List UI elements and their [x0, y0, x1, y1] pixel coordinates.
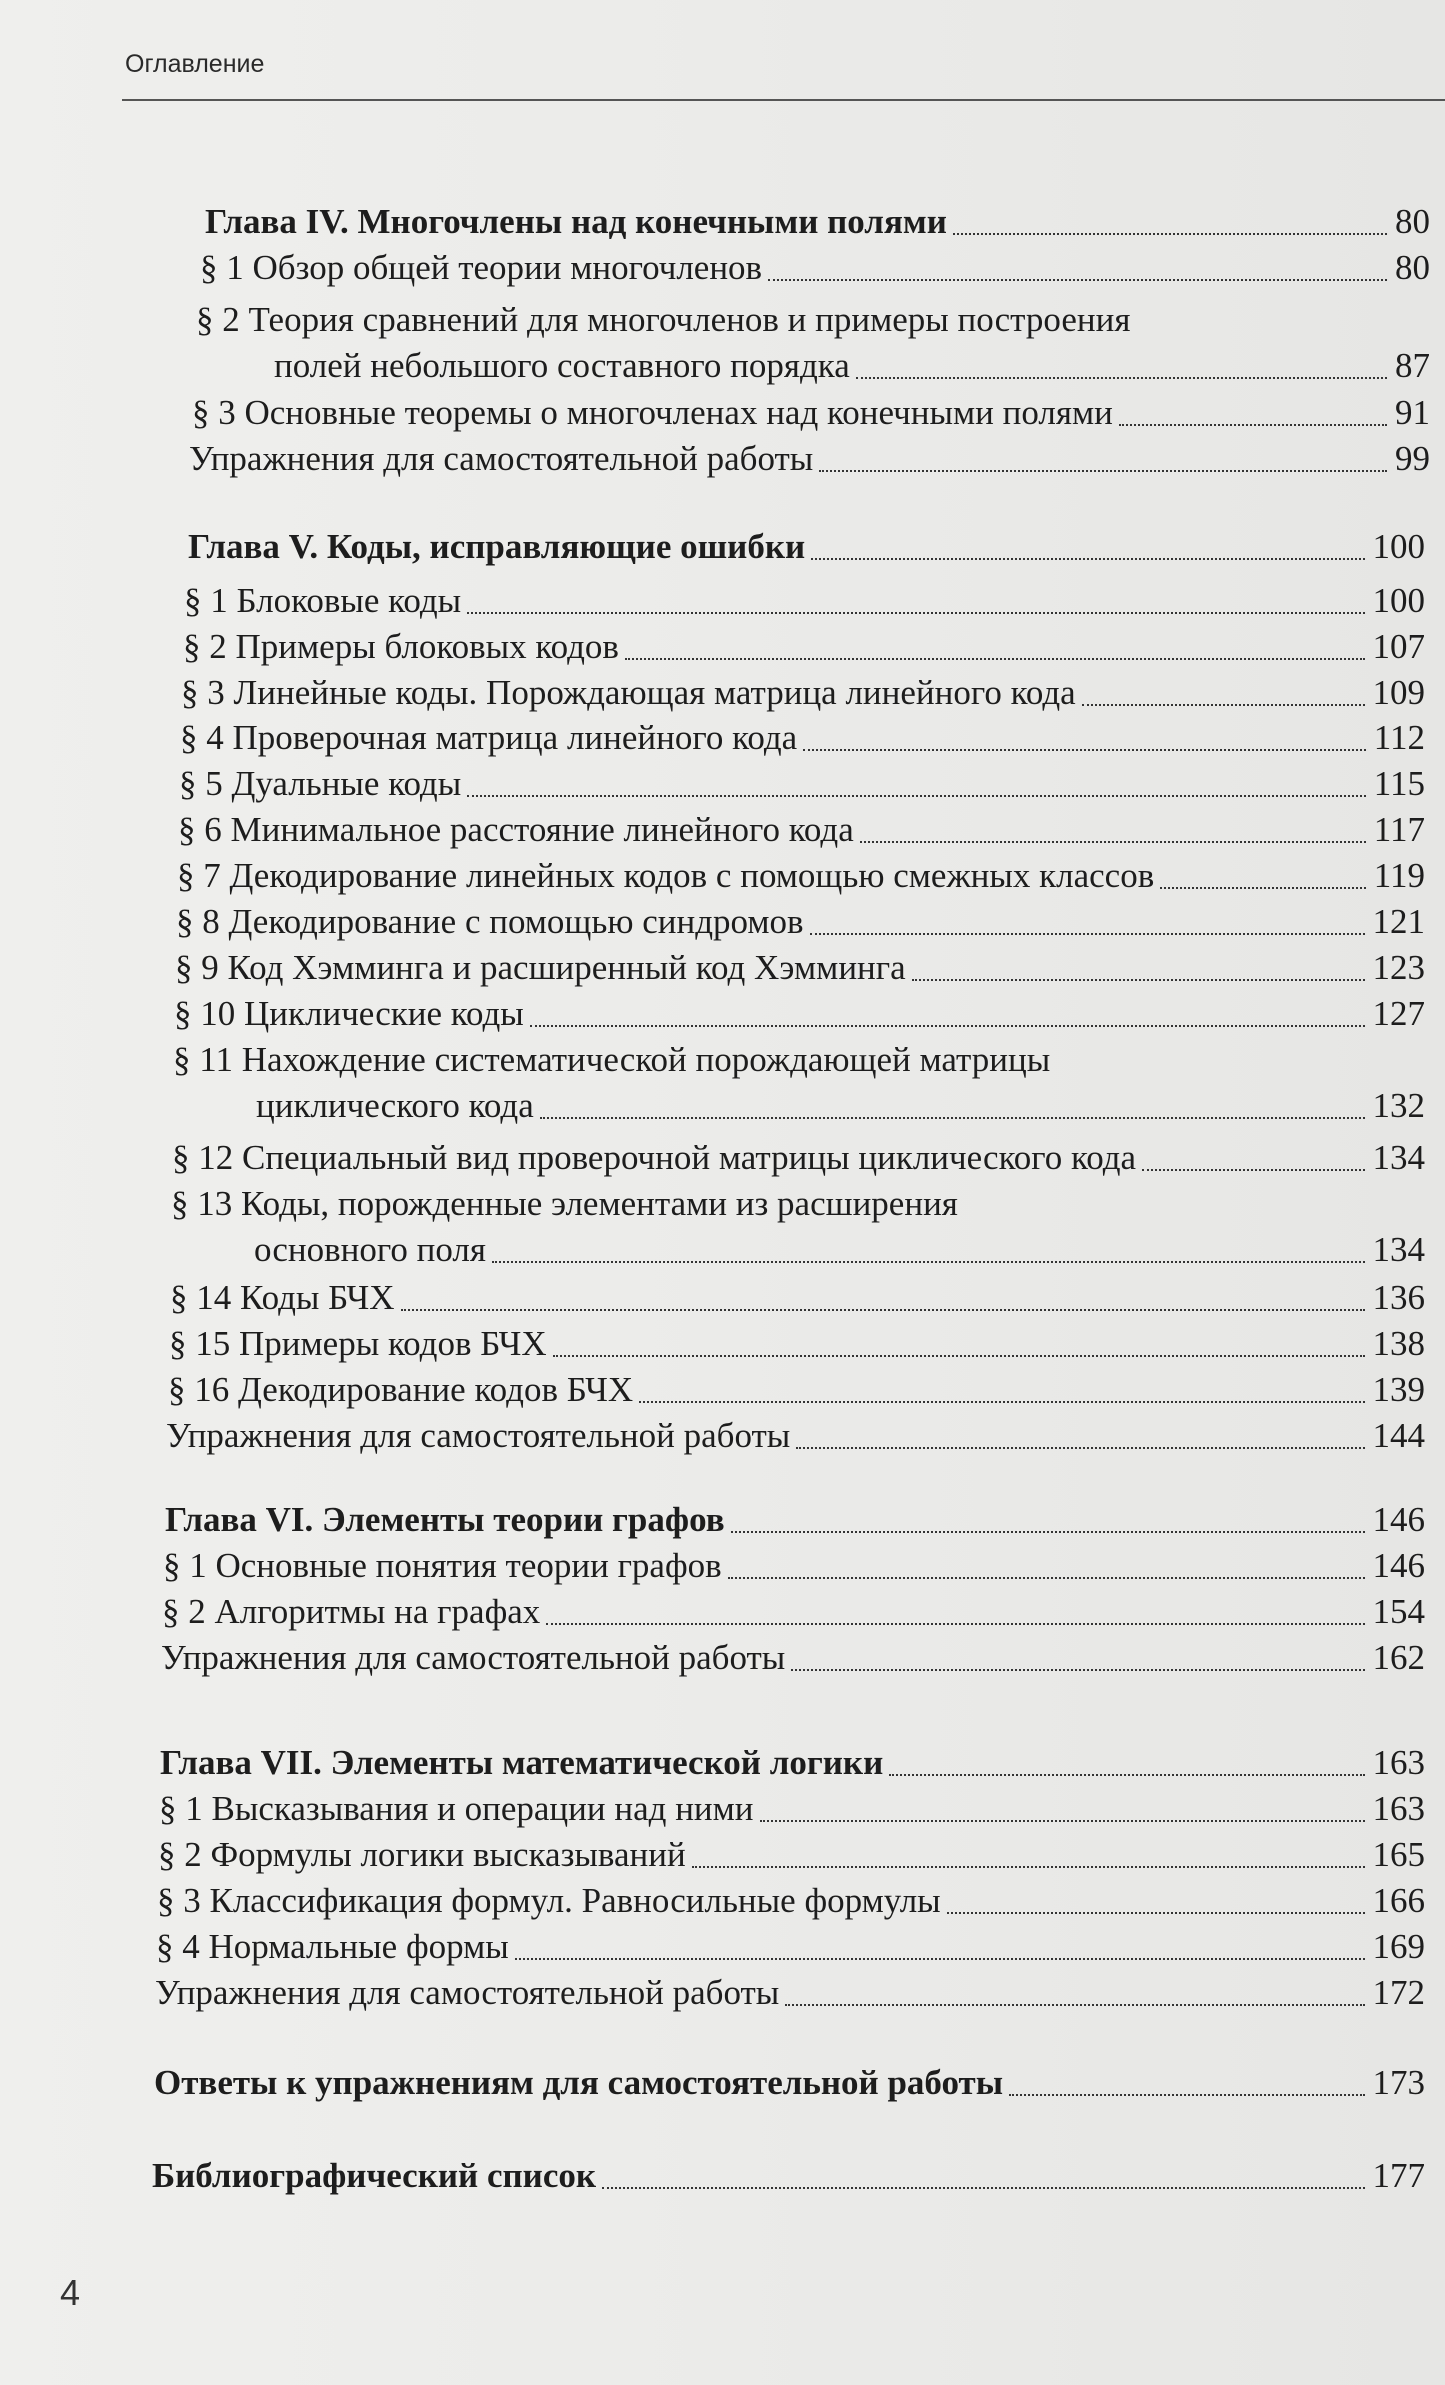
answers-heading [154, 2060, 1425, 2106]
toc-item-title: § 15 Примеры кодов БЧХ [169, 1324, 547, 1363]
toc-item-title: § 1 Основные понятия теории графов [163, 1546, 722, 1585]
leader-dots [785, 2004, 1364, 2006]
leader-dots [796, 1447, 1364, 1449]
toc-item-title: § 4 Проверочная матрица линейного кода [180, 718, 798, 757]
toc-item [172, 1135, 1425, 1181]
page-ref: 163 [1372, 1743, 1425, 1782]
toc-item [192, 390, 1430, 436]
page-ref: 134 [1372, 1230, 1425, 1269]
toc-item [181, 670, 1425, 716]
page-ref: 99 [1395, 439, 1430, 478]
bibliography-heading [152, 2153, 1425, 2199]
leader-dots [602, 2187, 1364, 2189]
leader-dots [1082, 704, 1365, 706]
toc-item [169, 1321, 1425, 1367]
toc-item-title: § 7 Декодирование линейных кодов с помощью смежных классов [177, 856, 1155, 895]
leader-dots [912, 979, 1365, 981]
toc-item-title: Упражнения для самостоятельной работы [155, 1973, 780, 2012]
page-ref: 146 [1372, 1546, 1425, 1585]
toc-item-title: § 1 Высказывания и операции над ними [159, 1789, 754, 1828]
page-ref: 144 [1372, 1416, 1425, 1455]
toc-item-title-line1: § 13 Коды, порожденные элементами из расширения [171, 1184, 958, 1223]
page-ref: 109 [1372, 673, 1425, 712]
leader-dots [540, 1117, 1365, 1119]
toc-item-title: § 3 Линейные коды. Порождающая матрица линейного кода [181, 673, 1076, 712]
page-ref: 80 [1395, 202, 1430, 241]
chapter-heading [205, 199, 1430, 245]
toc-item-title: § 4 Нормальные формы [156, 1927, 509, 1966]
chapter-heading [188, 524, 1425, 570]
chapter-title: Глава V. Коды, исправляющие ошибки [188, 527, 806, 566]
toc-item [170, 1275, 1425, 1321]
toc-item [180, 715, 1425, 761]
page-ref: 123 [1372, 948, 1425, 987]
page-ref: 117 [1373, 810, 1425, 849]
page-ref: 132 [1372, 1086, 1425, 1125]
toc-item-title: § 1 Блоковые коды [184, 581, 462, 620]
toc-item-title-line1: § 2 Теория сравнений для многочленов и примеры построения [196, 300, 1131, 339]
leader-dots [639, 1401, 1364, 1403]
page-ref: 165 [1372, 1835, 1425, 1874]
toc-item-title: § 10 Циклические коды [174, 994, 524, 1033]
toc-item-title: § 3 Основные теоремы о многочленах над конечными полями [192, 393, 1113, 432]
leader-dots [1009, 2094, 1364, 2096]
page-ref: 177 [1372, 2156, 1425, 2195]
page-ref: 173 [1372, 2063, 1425, 2102]
leader-dots [1119, 424, 1387, 426]
page-ref: 169 [1372, 1927, 1425, 1966]
toc-item-title: § 12 Специальный вид проверочной матрицы циклического кода [172, 1138, 1137, 1177]
toc-item [184, 578, 1425, 624]
page-ref: 163 [1372, 1789, 1425, 1828]
page-ref: 139 [1372, 1370, 1425, 1409]
bibliography-title: Библиографический список [152, 2156, 597, 2195]
leader-dots [625, 658, 1365, 660]
page-ref: 91 [1395, 393, 1430, 432]
toc-item [156, 1924, 1425, 1970]
toc-item [177, 853, 1425, 899]
leader-dots [467, 612, 1364, 614]
leader-dots [553, 1355, 1365, 1357]
page-ref: 100 [1372, 581, 1425, 620]
toc-item [166, 1413, 1425, 1459]
chapter-title: Глава VI. Элементы теории графов [165, 1500, 725, 1539]
page-ref: 154 [1372, 1592, 1425, 1631]
toc-item-title: Упражнения для самостоятельной работы [161, 1638, 786, 1677]
toc-item-title: § 2 Алгоритмы на графах [162, 1592, 541, 1631]
toc-item-title: § 3 Классификация формул. Равносильные формулы [157, 1881, 941, 1920]
toc-item [183, 624, 1425, 670]
toc-item-title: § 6 Минимальное расстояние линейного кода [178, 810, 854, 849]
leader-dots [860, 841, 1366, 843]
leader-dots [731, 1531, 1365, 1533]
running-header: Оглавление [125, 50, 265, 78]
toc-item-title: § 1 Обзор общей теории многочленов [200, 248, 763, 287]
page-ref: 146 [1372, 1500, 1425, 1539]
toc-item [157, 1878, 1425, 1924]
toc-item-title: § 14 Коды БЧХ [170, 1278, 395, 1317]
leader-dots [492, 1261, 1365, 1263]
toc-item-title: § 2 Формулы логики высказываний [158, 1835, 686, 1874]
toc-item [189, 436, 1430, 482]
page-ref: 172 [1372, 1973, 1425, 2012]
toc-item-title: § 8 Декодирование с помощью синдромов [176, 902, 804, 941]
toc-item-title: § 2 Примеры блоковых кодов [183, 627, 619, 666]
toc-item [161, 1635, 1425, 1681]
toc-item-title: Упражнения для самостоятельной работы [166, 1416, 791, 1455]
chapter-heading [160, 1740, 1425, 1786]
leader-dots [811, 558, 1364, 560]
toc-item [159, 1786, 1425, 1832]
leader-dots [803, 749, 1366, 751]
leader-dots [1142, 1169, 1364, 1171]
toc-item-title-line2: основного поля [254, 1230, 486, 1269]
leader-dots [810, 933, 1365, 935]
leader-dots [768, 279, 1387, 281]
leader-dots [889, 1774, 1364, 1776]
toc-item [179, 761, 1425, 807]
chapter-title: Глава IV. Многочлены над конечными полями [205, 202, 947, 241]
toc-item-title-line1: § 11 Нахождение систематической порождающей матрицы [173, 1040, 1051, 1079]
leader-dots [760, 1820, 1365, 1822]
page-ref: 87 [1395, 346, 1430, 385]
toc-item-title: § 9 Код Хэмминга и расширенный код Хэмминга [175, 948, 906, 987]
page-ref: 136 [1372, 1278, 1425, 1317]
leader-dots [1160, 887, 1366, 889]
page-ref: 127 [1372, 994, 1425, 1033]
page-ref: 100 [1372, 527, 1425, 566]
page-ref: 119 [1373, 856, 1425, 895]
leader-dots [791, 1669, 1364, 1671]
leader-dots [530, 1025, 1365, 1027]
toc-item [162, 1589, 1425, 1635]
toc-item [175, 945, 1425, 991]
leader-dots [692, 1866, 1365, 1868]
toc-item [176, 899, 1425, 945]
page-ref: 134 [1372, 1138, 1425, 1177]
leader-dots [728, 1577, 1365, 1579]
toc-item [174, 991, 1425, 1037]
toc-item [168, 1367, 1425, 1413]
page-ref: 80 [1395, 248, 1430, 287]
toc-item-title-line2: циклического кода [256, 1086, 534, 1125]
toc-item [173, 1037, 1425, 1129]
toc-item-title: § 5 Дуальные коды [179, 764, 462, 803]
page-ref: 112 [1373, 718, 1425, 757]
page-ref: 115 [1373, 764, 1425, 803]
page-ref: 162 [1372, 1638, 1425, 1677]
leader-dots [947, 1912, 1365, 1914]
page-ref: 138 [1372, 1324, 1425, 1363]
answers-title: Ответы к упражнениям для самостоятельной работы [154, 2063, 1004, 2102]
toc-item [171, 1181, 1425, 1273]
chapter-title: Глава VII. Элементы математической логики [160, 1743, 884, 1782]
toc-item [158, 1832, 1425, 1878]
leader-dots [467, 795, 1366, 797]
page-ref: 107 [1372, 627, 1425, 666]
toc-item-title: Упражнения для самостоятельной работы [189, 439, 814, 478]
page-number: 4 [60, 2272, 81, 2313]
leader-dots [515, 1958, 1365, 1960]
chapter-heading [165, 1497, 1425, 1543]
toc-item-title: § 16 Декодирование кодов БЧХ [168, 1370, 634, 1409]
leader-dots [401, 1309, 1365, 1311]
toc-item [200, 245, 1430, 291]
toc-item [178, 807, 1425, 853]
page-ref: 121 [1372, 902, 1425, 941]
leader-dots [819, 470, 1387, 472]
page-ref: 166 [1372, 1881, 1425, 1920]
leader-dots [546, 1623, 1364, 1625]
toc-item [163, 1543, 1425, 1589]
toc-item-title-line2: полей небольшого составного порядка [274, 346, 850, 385]
toc-item [196, 297, 1430, 389]
leader-dots [953, 233, 1387, 235]
toc-item [155, 1970, 1425, 2016]
leader-dots [856, 377, 1387, 379]
